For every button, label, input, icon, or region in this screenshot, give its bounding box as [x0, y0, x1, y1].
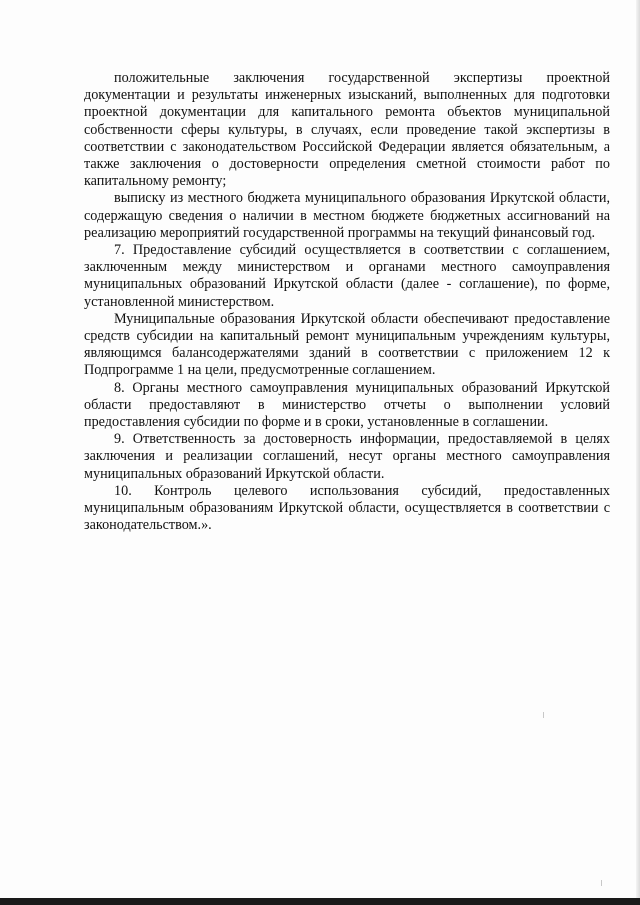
scan-artifact [601, 880, 602, 886]
scan-artifact [543, 712, 544, 718]
scan-edge-bottom [0, 898, 640, 905]
paragraph-item-10: 10. Контроль целевого использования субсидий, предоставленных муниципальным образованиям Иркутской области, осуществляется в соответствии с законодательством.». [84, 482, 610, 534]
paragraph-item-7: 7. Предоставление субсидий осуществляется в соответствии с соглашением, заключенным между министерством и органами местного самоуправления муниципальных образований Иркутской области (далее - соглашение), по форме, установленной министерством. [84, 242, 610, 310]
paragraph-item-8: 8. Органы местного самоуправления муниципальных образований Иркутской области предоставляют в министерство отчеты о выполнении условий предоставления субсидии по форме и в сроки, установленные в соглашении. [84, 379, 610, 431]
scan-edge-right [636, 0, 640, 905]
paragraph-budget-extract: выписку из местного бюджета муниципального образования Иркутской области, содержащую сведения о наличии в местном бюджете бюджетных ассигнований на реализацию мероприятий государственной программы на текущий финансовый год. [84, 190, 610, 241]
paragraph-expertise-conclusions: положительные заключения государственной экспертизы проектной документации и результаты инженерных изысканий, выполненных для подготовки проектной документации для капитального ремонта объектов муниципальной собственности сферы культуры, в случаях, если проведение такой экспертизы в соответствии с законодательством Российской Федерации является обязательным, а также заключения о достоверности определения сметной стоимости работ по капитальному ремонту; [84, 70, 610, 190]
paragraph-item-9: 9. Ответственность за достоверность информации, предоставляемой в целях заключения и реализации соглашений, несут органы местного самоуправления муниципальных образований Иркутской области. [84, 431, 610, 482]
paragraph-municipal-obligations: Муниципальные образования Иркутской области обеспечивают предоставление средств субсидии на капитальный ремонт муниципальным учреждениям культуры, являющимся балансодержателями зданий в соответствии с приложением 12 к Подпрограмме 1 на цели, предусмотренные соглашением. [84, 310, 610, 379]
document-body [84, 70, 610, 534]
